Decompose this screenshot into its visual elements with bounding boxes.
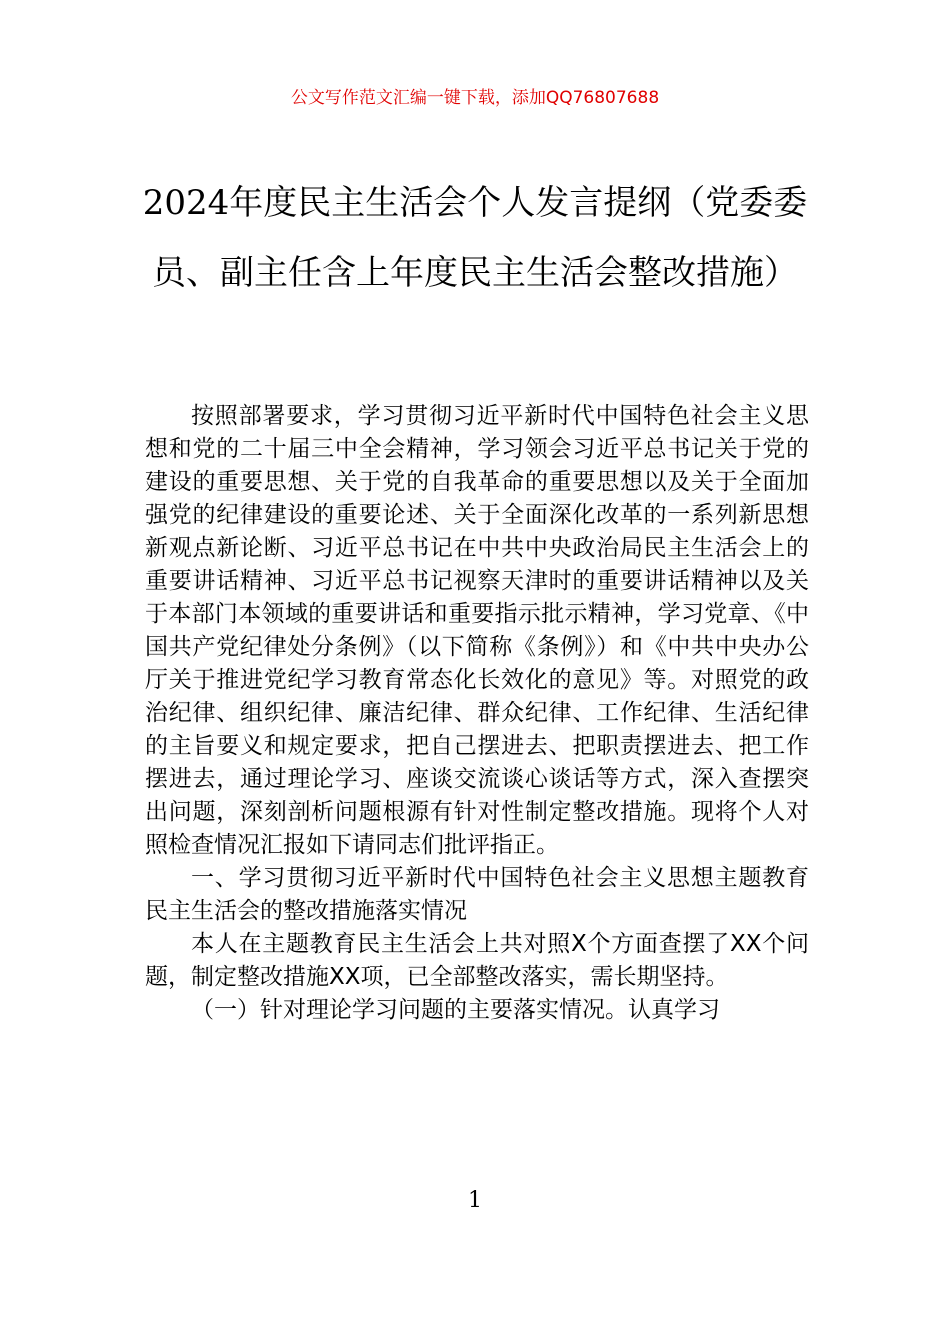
page-number: 1 (468, 1188, 482, 1213)
section-one-summary-paragraph: 本人在主题教育民主生活会上共对照X个方面查摆了XX个问题，制定整改措施XX项，已全部整改落实，需长期坚持。 (145, 931, 809, 990)
document-title: 2024年度民主生活会个人发言提纲（党委委员、副主任含上年度民主生活会整改措施） (142, 183, 808, 293)
document-body (145, 400, 809, 1027)
intro-paragraph: 按照部署要求，学习贯彻习近平新时代中国特色社会主义思想和党的二十届三中全会精神，学习领会习近平总书记关于党的建设的重要思想、关于党的自我革命的重要思想以及关于全面加强党的纪律建设的重要论述、关于全面深化改革的一系列新思想新观点新论断、习近平总书记在中共中央政治局民主生活会上的重要讲话精神、习近平总书记视察天津时的重要讲话精神以及关于本部门本领域的重要讲话和重要指示批示精神，学习党章、《中国共产党纪律处分条例》（以下简称《条例》）和《中共中央办公厅关于推进党纪学习教育常态化长效化的意见》等。对照党的政治纪律、组织纪律、廉洁纪律、群众纪律、工作纪律、生活纪律的主旨要义和规定要求，把自己摆进去、把职责摆进去、把工作摆进去，通过理论学习、座谈交流谈心谈话等方式，深入查摆突出问题，深刻剖析问题根源有针对性制定整改措施。现将个人对照检查情况汇报如下请同志们批评指正。 (145, 403, 809, 858)
subsection-heading-one: （一）针对理论学习问题的主要落实情况。认真学习 (191, 997, 720, 1023)
section-heading-one: 一、学习贯彻习近平新时代中国特色社会主义思想主题教育民主生活会的整改措施落实情况 (145, 865, 809, 924)
download-watermark-note: 公文写作范文汇编一键下载，添加QQ76807688 (290, 88, 660, 108)
